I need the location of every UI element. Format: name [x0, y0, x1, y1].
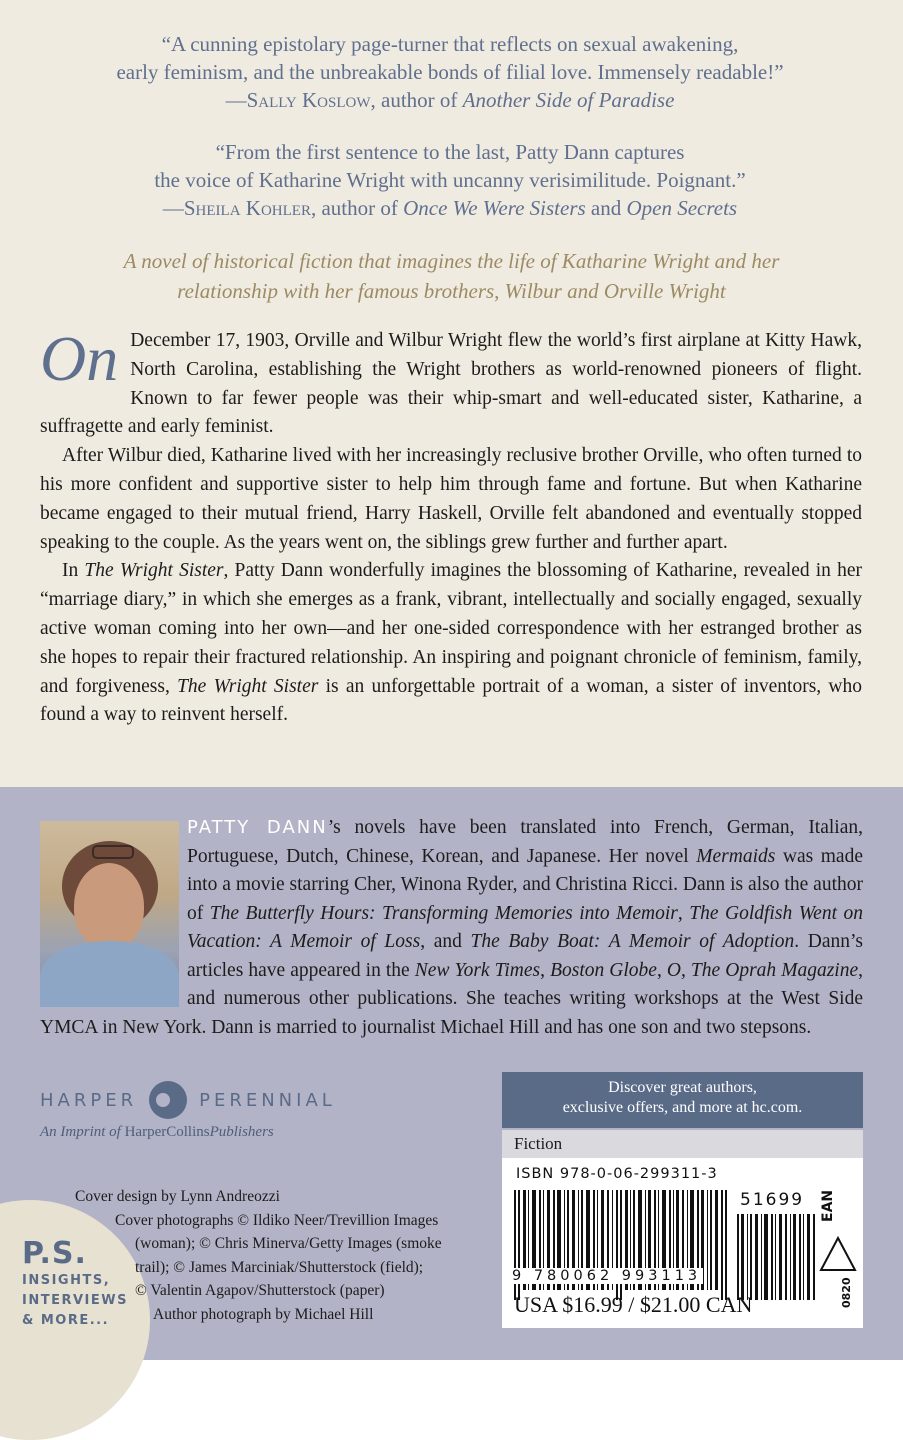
author-bio: PATTY DANN’s novels have been translated into French, German, Italian, Portuguese, Dutch, Chinese, Korean, and Japanese. Her novel Mermaids was made into a movie starring Cher, Winona Ryder, and Christina Ricci. Dann is also the author of The Butterfly Hours: Transforming Memories into Memoir, The Goldfish Went on Vacation: A Memoir of Loss, and The Baby Boat: A Memoir of Adoption. Dann’s articles have appeared in the New York Times, Boston Globe, O, The Oprah Magazine, and numerous other publications. She teaches writing workshops at the West Side YMCA in New York. Dann is married to journalist Michael Hill and has one son and two stepsons. — [40, 814, 863, 1042]
photo-spacer — [40, 814, 187, 1009]
price-addon-code: 51699 — [740, 1190, 805, 1210]
cover-credits: Cover design by Lynn Andreozzi Cover photographs © Ildiko Neer/Trevillion Images (woman); © Chris Minerva/Getty Images (smoke trail); © James Marciniak/Shutterstock (field); © Valentin Agapov/Shutterstock (paper) Author photograph by Michael Hill — [75, 1188, 442, 1323]
publisher-logo: HARPER PERENNIAL — [40, 1080, 336, 1120]
author-name: PATTY DANN — [187, 817, 328, 838]
barcode-panel — [502, 1158, 863, 1328]
tagline: A novel of historical fiction that imagines the life of Katharine Wright and her relationship with her famous brothers, Wilbur and Orville Wright — [123, 249, 780, 303]
blurb-line: early feminism, and the unbreakable bonds of filial love. Immensely readable!” — [116, 60, 784, 84]
paragraph-2: After Wilbur died, Katharine lived with her increasingly reclusive brother Orville, who often turned to his more confident and supportive sister to help him through fame and fortune. But when Katharine became engaged to their mutual friend, Harry Haskell, Orville felt abandoned and eventually stopped speaking to the couple. As the years went on, the siblings grew further and further apart. — [40, 445, 862, 553]
paragraph-1: On December 17, 1903, Orville and Wilbur Wright flew the world’s first airplane at Kitty Hawk, North Carolina, establishing the Wright brothers as world-renowned pioneers of flight. Known to far fewer people was their whip-smart and well-educated sister, Katharine, a suffragette and early feminist. — [40, 323, 862, 438]
paragraph-3: In The Wright Sister, Patty Dann wonderfully imagines the blossoming of Katharine, revealed in her “marriage diary,” in which she emerges as a frank, vibrant, intellectually and socially engaged, sexually active woman coming into her own—and her one-sided correspondence with her estranged brother as she hopes to repair their fractured relationship. An inspiring and poignant chronicle of feminism, family, and forgiveness, The Wright Sister is an unforgettable portrait of a woman, a sister of inventors, who found a way to reinvent herself. — [40, 560, 862, 726]
blurb-line: the voice of Katharine Wright with uncanny verisimilitude. Poignant.” — [154, 168, 746, 192]
ean-label: EAN — [820, 1189, 836, 1222]
review-blurb-2 — [60, 138, 840, 222]
imprint-line: An Imprint of HarperCollinsPublishers — [40, 1124, 274, 1140]
description — [40, 323, 862, 730]
book-title: Once We Were Sisters — [403, 196, 586, 220]
review-blurb-1 — [60, 30, 840, 114]
blurb-line: “A cunning epistolary page-turner that reflects on sexual awakening, — [161, 32, 739, 56]
triangle-icon — [818, 1234, 858, 1274]
isbn-text: ISBN 978-0-06-299311-3 — [516, 1166, 718, 1182]
ps-badge: P.S. INSIGHTS, INTERVIEWS & MORE... — [22, 1236, 128, 1328]
addon-barcode — [736, 1214, 818, 1300]
price-label: USA $16.99 / $21.00 CAN — [514, 1292, 753, 1317]
drop-cap: On — [40, 323, 119, 394]
reviewer-name: Sheila Kohler — [183, 196, 311, 220]
side-code: 0820 — [840, 1277, 853, 1308]
blurb-line: “From the first sentence to the last, Patty Dann captures — [215, 140, 685, 164]
reviewer-name: Sally Koslow — [246, 88, 371, 112]
blurb-attribution: —Sally Koslow, author of Another Side of Paradise — [225, 88, 675, 112]
book-title: Another Side of Paradise — [462, 88, 675, 112]
book-title: Open Secrets — [626, 196, 738, 220]
perennial-logo-icon — [149, 1081, 187, 1119]
genre-label: Fiction — [502, 1130, 863, 1158]
barcode-digits: 9 780062 993113 — [512, 1268, 702, 1284]
promo-box: Discover great authors, exclusive offers, and more at hc.com. — [502, 1072, 863, 1128]
blurb-attribution: —Sheila Kohler, author of Once We Were Sisters and Open Secrets — [162, 196, 738, 220]
